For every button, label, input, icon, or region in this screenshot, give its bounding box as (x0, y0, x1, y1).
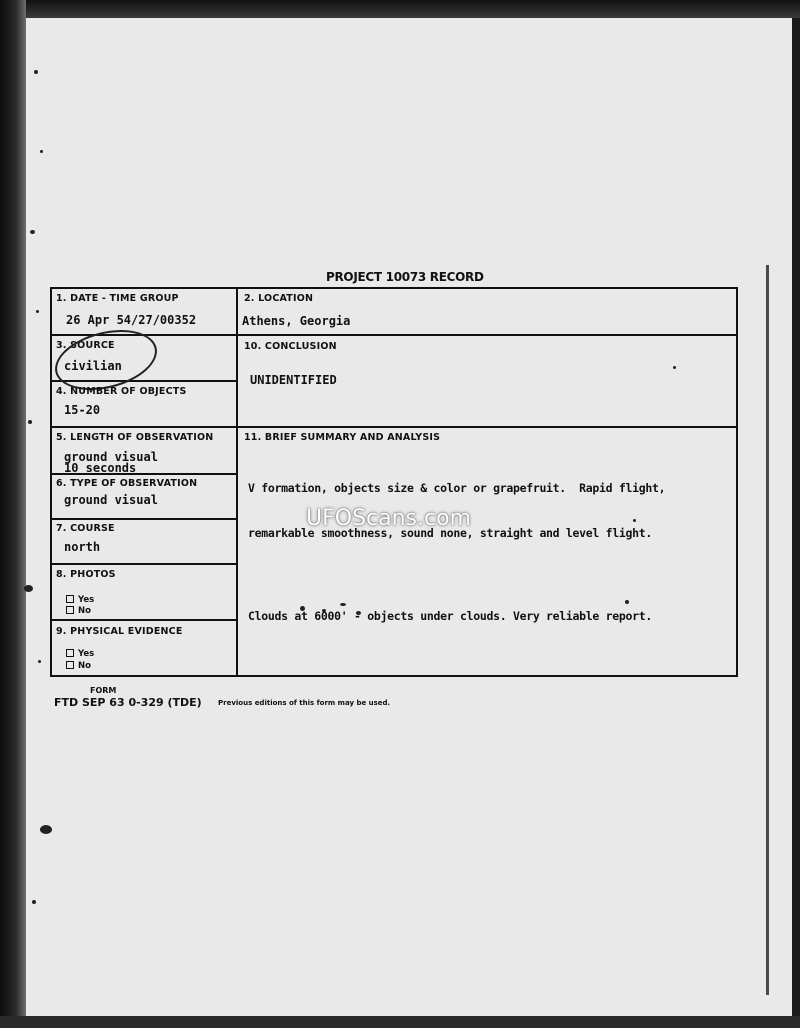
summary-spacer (248, 571, 736, 579)
conclusion-value: UNIDENTIFIED (250, 373, 337, 387)
photos-option-yes-label: Yes (78, 595, 95, 605)
watermark: UFOScans.com (306, 506, 471, 531)
physical-evidence-option-no[interactable] (66, 661, 91, 671)
source-label: 3. SOURCE (56, 340, 115, 351)
photos-option-yes[interactable] (66, 595, 94, 605)
row-divider (52, 518, 238, 520)
length-of-observation-value2: 10 seconds (64, 461, 137, 475)
footer-form-word: FORM (90, 686, 117, 695)
speck (32, 900, 36, 904)
number-of-objects-label: 4. NUMBER OF OBJECTS (56, 386, 187, 397)
photos-option-no-label: No (78, 606, 91, 616)
checkbox-icon (66, 595, 74, 603)
speck (34, 70, 38, 74)
location-label: 2. LOCATION (244, 293, 314, 304)
course-label: 7. COURSE (56, 523, 115, 534)
source-value: civilian (64, 359, 122, 373)
summary-line: V formation, objects size & color or grapefruit. Rapid flight, (248, 481, 666, 495)
photos-label: 8. PHOTOS (56, 569, 116, 580)
row-divider (52, 619, 238, 621)
row-divider (52, 563, 238, 565)
footer-form-id: FTD SEP 63 0-329 (TDE) (54, 696, 202, 709)
form-title: PROJECT 10073 RECORD (326, 270, 484, 284)
location-value: Athens, Georgia (242, 314, 351, 328)
speck (28, 420, 32, 424)
speck (24, 585, 33, 592)
type-of-observation-value: ground visual (64, 493, 158, 507)
checkbox-icon (66, 661, 74, 669)
length-of-observation-label: 5. LENGTH OF OBSERVATION (56, 432, 214, 443)
physical-evidence-option-no-label: No (78, 661, 91, 671)
brief-summary-label: 11. BRIEF SUMMARY AND ANALYSIS (244, 432, 441, 443)
column-divider (236, 289, 238, 676)
summary-line: Clouds at 6000' - objects under clouds. Very reliable report. (248, 609, 653, 623)
speck (40, 825, 52, 834)
checkbox-icon (66, 649, 74, 657)
speck (38, 660, 41, 663)
scan-left-edge (0, 0, 26, 1028)
type-of-observation-label: 6. TYPE OF OBSERVATION (56, 478, 198, 489)
speck (36, 310, 39, 313)
summary-line: remarkable smoothness, sound none, straight and level flight. (248, 526, 653, 540)
brief-summary-text (248, 451, 736, 639)
row-divider (52, 334, 738, 336)
conclusion-label: 10. CONCLUSION (244, 341, 337, 352)
physical-evidence-option-yes-label: Yes (78, 649, 95, 659)
length-of-observation-value: ground visual (64, 450, 158, 464)
photos-option-no[interactable] (66, 606, 91, 616)
checkbox-icon (66, 606, 74, 614)
course-value: north (64, 540, 101, 554)
scan-right-line (766, 265, 769, 995)
speck (40, 150, 43, 153)
date-time-group-value: 26 Apr 54/27/00352 (66, 313, 197, 327)
physical-evidence-option-yes[interactable] (66, 649, 94, 659)
date-time-group-label: 1. DATE - TIME GROUP (56, 293, 179, 304)
speck (30, 230, 35, 234)
footer-note: Previous editions of this form may be used. (218, 699, 391, 707)
physical-evidence-label: 9. PHYSICAL EVIDENCE (56, 626, 183, 637)
scan-top-edge (0, 0, 800, 18)
scan-bottom-edge (0, 1016, 800, 1028)
number-of-objects-value: 15-20 (64, 403, 101, 417)
row-divider (52, 426, 738, 428)
